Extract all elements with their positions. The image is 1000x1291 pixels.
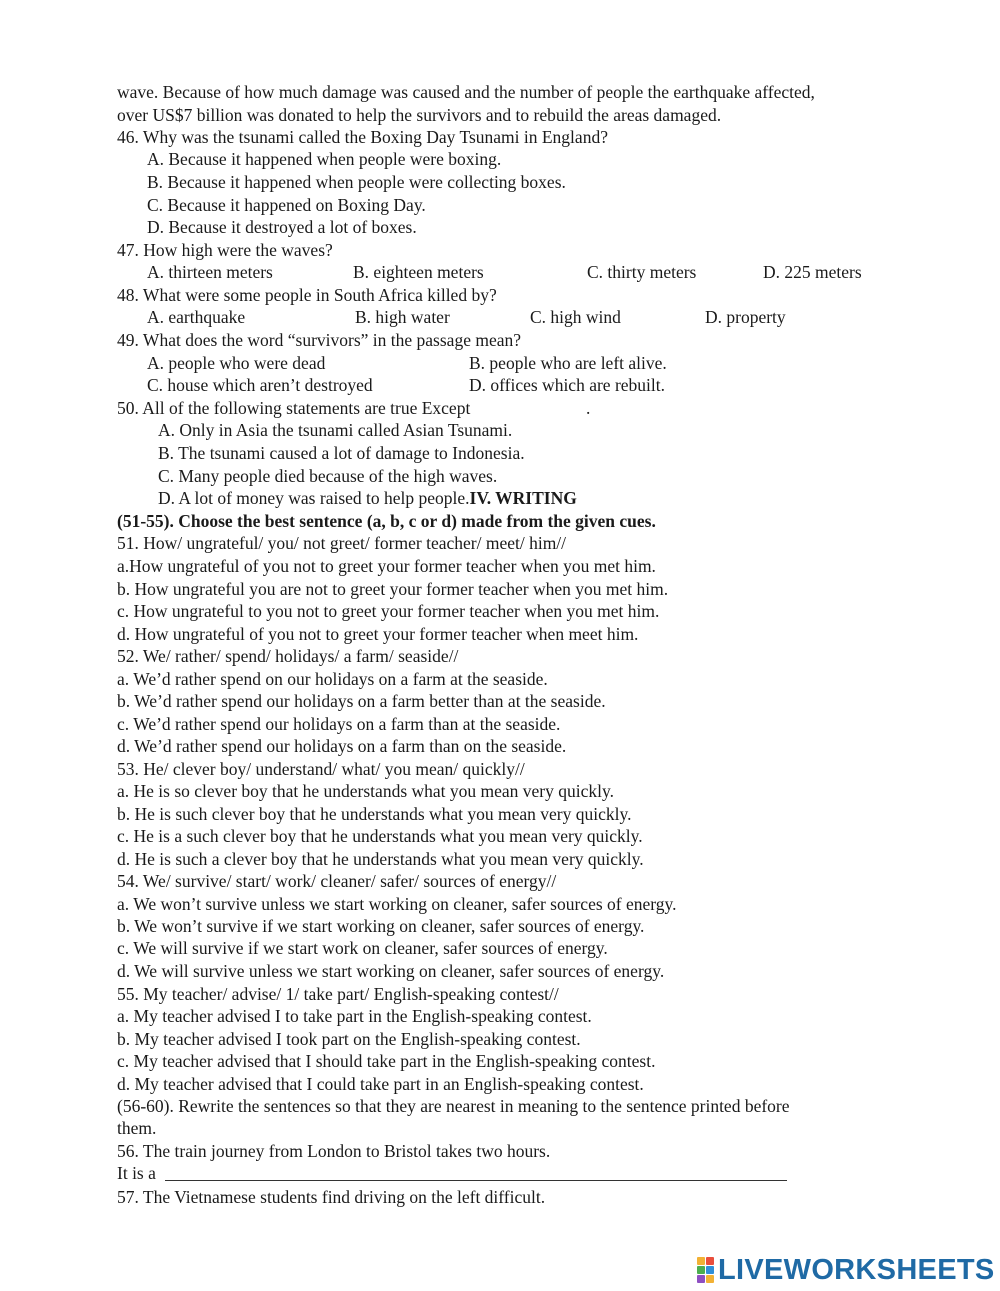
question-50-option-d-row [158, 487, 577, 509]
question-55-option-d: d. My teacher advised that I could take part in an English-speaking contest. [117, 1074, 644, 1094]
question-57-sentence: 57. The Vietnamese students find driving on the left difficult. [117, 1187, 546, 1207]
rewrite-instruction-line-2: them. [117, 1118, 157, 1138]
logo-wordmark: LIVEWORKSHEETS [718, 1254, 995, 1286]
logo-block-5 [697, 1275, 705, 1283]
question-50-option-b: B. The tsunami caused a lot of damage to Indonesia. [158, 443, 525, 463]
question-46-option-a: A. Because it happened when people were boxing. [147, 149, 502, 169]
question-49-option-b: B. people who are left alive. [469, 353, 667, 373]
question-52-option-c: c. We’d rather spend our holidays on a farm than at the seaside. [117, 714, 561, 734]
question-50-option-d: D. A lot of money was raised to help people. [158, 488, 470, 508]
question-47-option-c: C. thirty meters [587, 262, 697, 282]
question-54-cue: 54. We/ survive/ start/ work/ cleaner/ safer/ sources of energy// [117, 871, 557, 891]
question-50-stem-period: . [586, 398, 591, 418]
passage-line-2: over US$7 billion was donated to help the survivors and to rebuild the areas damaged. [117, 105, 722, 125]
question-53-option-a: a. He is so clever boy that he understands what you mean very quickly. [117, 781, 614, 801]
logo-block-3 [697, 1266, 705, 1274]
question-52-cue: 52. We/ rather/ spend/ holidays/ a farm/ seaside// [117, 646, 459, 666]
question-51-cue: 51. How/ ungrateful/ you/ not greet/ former teacher/ meet/ him// [117, 533, 567, 553]
question-48-stem: 48. What were some people in South Africa killed by? [117, 285, 497, 305]
question-49-option-c: C. house which aren’t destroyed [147, 375, 373, 395]
question-50-option-a: A. Only in Asia the tsunami called Asian Tsunami. [158, 420, 513, 440]
question-50-stem: 50. All of the following statements are true Except [117, 398, 471, 418]
question-54-option-b: b. We won’t survive if we start working on cleaner, safer sources of energy. [117, 916, 645, 936]
question-48-option-d: D. property [705, 307, 786, 327]
question-54-option-c: c. We will survive if we start work on cleaner, safer sources of energy. [117, 938, 608, 958]
question-54-option-d: d. We will survive unless we start working on cleaner, safer sources of energy. [117, 961, 665, 981]
logo-block-2 [706, 1257, 714, 1265]
rewrite-instruction-line-1: (56-60). Rewrite the sentences so that they are nearest in meaning to the sentence printed before [117, 1096, 790, 1116]
question-51-option-a: a.How ungrateful of you not to greet your former teacher when you met him. [117, 556, 656, 576]
question-49-option-a: A. people who were dead [147, 353, 326, 373]
question-52-option-d: d. We’d rather spend our holidays on a farm than on the seaside. [117, 736, 567, 756]
question-54-option-a: a. We won’t survive unless we start working on cleaner, safer sources of energy. [117, 894, 677, 914]
question-56-sentence: 56. The train journey from London to Bristol takes two hours. [117, 1141, 551, 1161]
question-55-option-a: a. My teacher advised I to take part in the English-speaking contest. [117, 1006, 592, 1026]
question-46-option-c: C. Because it happened on Boxing Day. [147, 195, 426, 215]
question-47-option-b: B. eighteen meters [353, 262, 484, 282]
question-53-option-b: b. He is such clever boy that he understands what you mean very quickly. [117, 804, 632, 824]
question-53-option-c: c. He is a such clever boy that he understands what you mean very quickly. [117, 826, 643, 846]
logo-block-4 [706, 1266, 714, 1274]
section-heading-writing: IV. WRITING [469, 488, 577, 508]
question-48-option-b: B. high water [355, 307, 450, 327]
question-56-answer-line[interactable] [165, 1180, 787, 1181]
question-49-option-d: D. offices which are rebuilt. [469, 375, 665, 395]
question-53-option-d: d. He is such a clever boy that he understands what you mean very quickly. [117, 849, 644, 869]
question-52-option-b: b. We’d rather spend our holidays on a farm better than at the seaside. [117, 691, 606, 711]
question-47-option-a: A. thirteen meters [147, 262, 273, 282]
question-48-option-a: A. earthquake [147, 307, 246, 327]
question-46-option-b: B. Because it happened when people were collecting boxes. [147, 172, 566, 192]
logo-block-1 [697, 1257, 705, 1265]
question-48-option-c: C. high wind [530, 307, 621, 327]
question-55-cue: 55. My teacher/ advise/ 1/ take part/ English-speaking contest// [117, 984, 559, 1004]
question-49-stem: 49. What does the word “survivors” in the passage mean? [117, 330, 522, 350]
writing-instruction: (51-55). Choose the best sentence (a, b, c or d) made from the given cues. [117, 511, 656, 531]
question-53-cue: 53. He/ clever boy/ understand/ what/ you mean/ quickly// [117, 759, 525, 779]
question-47-option-d: D. 225 meters [763, 262, 862, 282]
question-51-option-b: b. How ungrateful you are not to greet your former teacher when you met him. [117, 579, 669, 599]
question-46-option-d: D. Because it destroyed a lot of boxes. [147, 217, 417, 237]
question-52-option-a: a. We’d rather spend on our holidays on a farm at the seaside. [117, 669, 548, 689]
question-56-prompt: It is a [117, 1163, 156, 1183]
passage-line-1: wave. Because of how much damage was caused and the number of people the earthquake affected, [117, 82, 815, 102]
question-55-option-b: b. My teacher advised I took part on the English-speaking contest. [117, 1029, 581, 1049]
question-51-option-d: d. How ungrateful of you not to greet your former teacher when meet him. [117, 624, 639, 644]
logo-block-6 [706, 1275, 714, 1283]
question-47-stem: 47. How high were the waves? [117, 240, 333, 260]
question-51-option-c: c. How ungrateful to you not to greet your former teacher when you met him. [117, 601, 660, 621]
question-46-stem: 46. Why was the tsunami called the Boxing Day Tsunami in England? [117, 127, 608, 147]
liveworksheets-logo-icon [697, 1257, 714, 1283]
question-55-option-c: c. My teacher advised that I should take part in the English-speaking contest. [117, 1051, 656, 1071]
liveworksheets-logo [697, 1254, 995, 1286]
question-50-option-c: C. Many people died because of the high waves. [158, 466, 498, 486]
